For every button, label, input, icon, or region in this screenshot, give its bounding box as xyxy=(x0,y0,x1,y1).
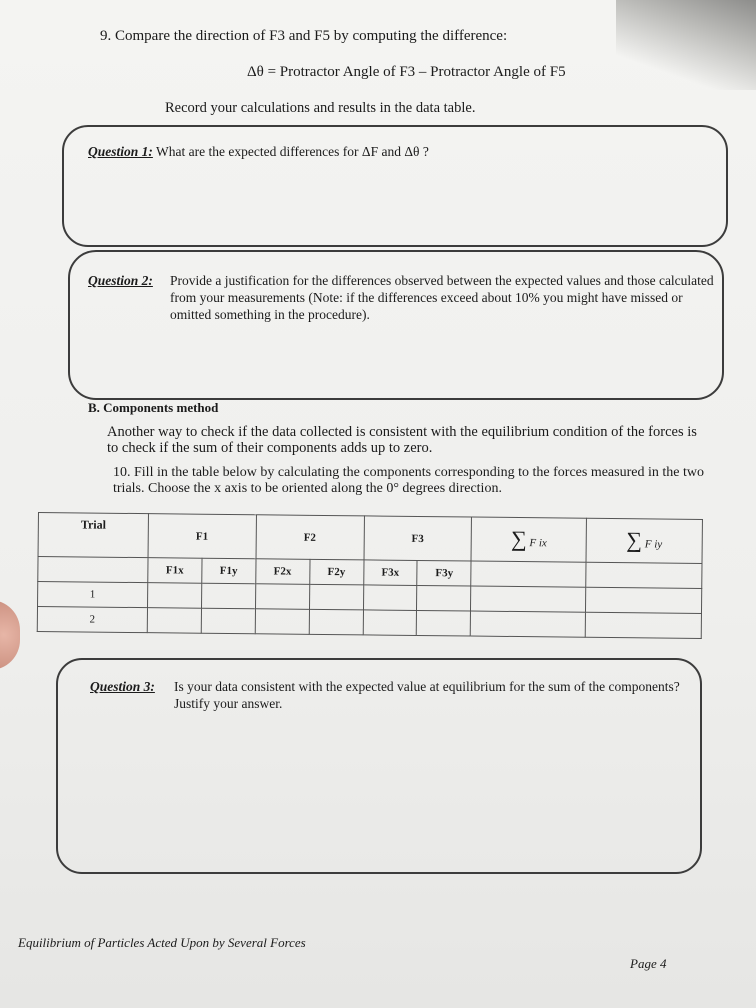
question-3-text: Is your data consistent with the expected value at equilibrium for the sum of the components? Justify your answer. xyxy=(174,679,680,711)
f1-header: F1 xyxy=(148,514,256,559)
step-10-instruction: 10. Fill in the table below by calculating the components corresponding to the forces measured in the two trials. Choose the x axis to be oriented along the 0° degrees direction. xyxy=(113,465,704,496)
f2-header: F2 xyxy=(256,515,364,560)
answer-cell[interactable] xyxy=(201,608,255,634)
question-1-label: Question 1: xyxy=(88,144,153,159)
sum-fix-label: F ix xyxy=(529,537,547,550)
answer-cell[interactable] xyxy=(585,612,701,638)
sum-fiy-label: F iy xyxy=(644,538,663,551)
footer-title: Equilibrium of Particles Acted Upon by Several Forces xyxy=(18,935,306,950)
f3-header: F3 xyxy=(364,516,472,561)
question-2-text: Provide a justification for the differences observed between the expected values and those calculated from your measurements (Note: if the differences exceed about 10% you might have missed or omitted something in the procedure). xyxy=(170,273,714,322)
step-9-instruction: 9. Compare the direction of F3 and F5 by computing the difference: xyxy=(100,28,508,44)
answer-cell[interactable] xyxy=(363,610,417,636)
answer-cell[interactable] xyxy=(363,585,417,611)
blank-cell xyxy=(38,557,148,583)
thumb-holding-page xyxy=(0,600,20,670)
record-instruction: Record your calculations and results in the data table. xyxy=(165,100,476,116)
section-b-paragraph: Another way to check if the data collected is consistent with the equilibrium condition of the forces is to check if the sum of their components adds up to zero. xyxy=(107,424,697,456)
answer-cell[interactable] xyxy=(255,609,309,635)
question-1-answer-box[interactable] xyxy=(62,125,728,247)
answer-cell[interactable] xyxy=(309,584,363,610)
f3x-header: F3x xyxy=(363,560,417,586)
answer-cell[interactable] xyxy=(309,609,363,635)
section-b-title: B. Components method xyxy=(88,400,219,415)
sigma-icon: ∑ xyxy=(510,525,527,552)
page-corner-shadow xyxy=(616,0,756,90)
trial-header: Trial xyxy=(38,513,148,558)
sum-fiy-header xyxy=(586,518,702,563)
sum-fix-header xyxy=(471,517,586,562)
answer-cell[interactable] xyxy=(471,611,586,637)
answer-cell[interactable] xyxy=(147,608,201,634)
blank-cell xyxy=(471,561,586,587)
answer-cell[interactable] xyxy=(417,585,471,611)
question-1-text: What are the expected differences for ΔF and Δθ ? xyxy=(156,144,429,159)
trial-number: 1 xyxy=(38,582,148,608)
f2x-header: F2x xyxy=(255,559,309,585)
question-2-label: Question 2: xyxy=(88,273,153,288)
answer-cell[interactable] xyxy=(147,583,201,609)
page-number: Page 4 xyxy=(630,956,667,971)
answer-cell[interactable] xyxy=(471,586,586,612)
f1y-header: F1y xyxy=(202,558,256,584)
f2y-header: F2y xyxy=(309,559,363,585)
answer-cell[interactable] xyxy=(417,610,471,636)
question-3-label: Question 3: xyxy=(90,679,155,694)
answer-cell[interactable] xyxy=(586,587,702,613)
question-2-answer-box[interactable] xyxy=(68,250,724,400)
f1x-header: F1x xyxy=(148,558,202,584)
blank-cell xyxy=(586,562,702,588)
answer-cell[interactable] xyxy=(255,584,309,610)
answer-cell[interactable] xyxy=(201,583,255,609)
f3y-header: F3y xyxy=(417,560,471,586)
sigma-icon: ∑ xyxy=(626,527,643,553)
angle-difference-formula: Δθ = Protractor Angle of F3 – Protractor Angle of F5 xyxy=(247,64,566,80)
question-3-answer-box[interactable] xyxy=(56,658,702,874)
trial-number: 2 xyxy=(37,607,147,633)
components-table xyxy=(37,512,703,639)
